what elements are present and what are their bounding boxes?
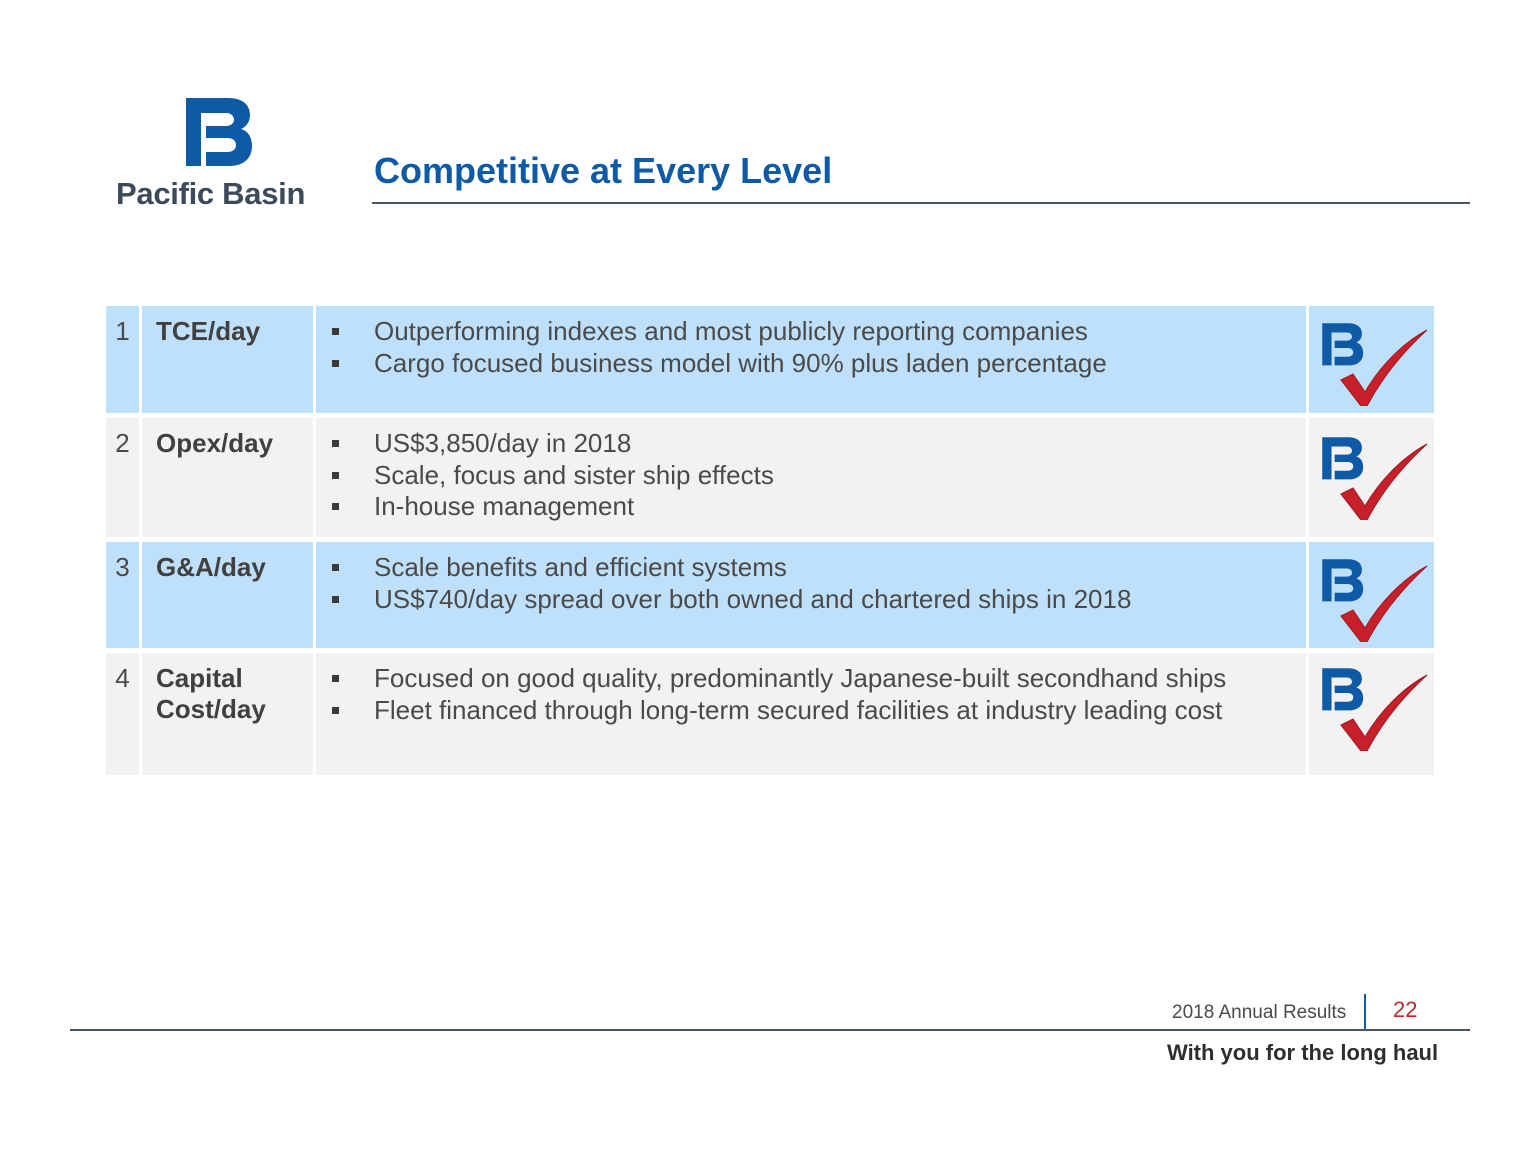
page-title: Competitive at Every Level <box>374 150 833 191</box>
brand-name: Pacific Basin <box>116 176 306 211</box>
bullet-item <box>330 348 1306 380</box>
bullet-item <box>330 552 1306 584</box>
row-bullets <box>316 418 1309 537</box>
metric-line: G&A/day <box>156 552 266 582</box>
pacific-basin-logo <box>112 96 326 216</box>
bullet-item <box>330 663 1306 695</box>
page-number: 22 <box>1393 997 1418 1022</box>
row-check-cell <box>1309 653 1434 775</box>
pb-logo-icon <box>184 96 254 168</box>
bullet-text: US$740/day spread over both owned and chartered ships in 2018 <box>374 583 1132 614</box>
bullet-item <box>330 316 1306 348</box>
row-metric <box>142 653 316 775</box>
metric-line: Opex/day <box>156 428 274 458</box>
bullet-item <box>330 428 1306 460</box>
bullet-text: US$3,850/day in 2018 <box>374 428 632 458</box>
pb-check-icon <box>1319 434 1429 520</box>
table-row <box>106 306 1434 418</box>
footer-label: 2018 Annual Results <box>1172 1002 1347 1023</box>
competitive-table <box>106 306 1434 775</box>
bullet-square-icon <box>330 663 374 694</box>
title-divider <box>372 202 1470 204</box>
row-metric <box>142 542 316 648</box>
bullet-square-icon <box>330 348 374 379</box>
table-row <box>106 653 1434 775</box>
bullet-item <box>330 695 1306 727</box>
bullet-item <box>330 460 1306 492</box>
bullet-square-icon <box>330 316 374 347</box>
row-number: 3 <box>106 542 142 648</box>
bullet-square-icon <box>330 460 374 491</box>
row-bullets <box>316 306 1309 413</box>
row-bullets <box>316 653 1309 775</box>
footer-rule <box>70 1029 1470 1031</box>
bullet-item <box>330 584 1306 616</box>
row-metric <box>142 306 316 413</box>
bullet-square-icon <box>330 428 374 459</box>
row-metric <box>142 418 316 537</box>
bullet-square-icon <box>330 695 374 726</box>
bullet-item <box>330 491 1306 523</box>
bullet-square-icon <box>330 584 374 615</box>
row-bullets <box>316 542 1309 648</box>
pb-check-icon <box>1319 320 1429 406</box>
bullet-text: Scale, focus and sister ship effects <box>374 459 774 490</box>
tagline: With you for the long haul <box>1167 1040 1439 1065</box>
pb-check-icon <box>1319 556 1429 642</box>
pb-check-icon <box>1319 665 1429 751</box>
bullet-square-icon <box>330 491 374 522</box>
bullet-text: In-house management <box>374 491 635 521</box>
row-check-cell <box>1309 306 1434 413</box>
bullet-text: Outperforming indexes and most publicly reporting companies <box>374 316 1088 346</box>
row-check-cell <box>1309 542 1434 648</box>
row-number: 2 <box>106 418 142 537</box>
bullet-text: Cargo focused business model with 90% plus laden percentage <box>374 347 1107 378</box>
row-number: 1 <box>106 306 142 413</box>
bullet-text: Focused on good quality, predominantly Japanese-built secondhand ships <box>374 663 1227 693</box>
bullet-text: Scale benefits and efficient systems <box>374 552 787 582</box>
bullet-text: Fleet financed through long-term secured facilities at industry leading cost <box>374 694 1223 725</box>
table-row <box>106 418 1434 542</box>
table-row <box>106 542 1434 653</box>
row-number: 4 <box>106 653 142 775</box>
metric-line: Capital <box>156 663 243 693</box>
metric-line: TCE/day <box>156 316 261 346</box>
row-check-cell <box>1309 418 1434 537</box>
bullet-square-icon <box>330 552 374 583</box>
footer-divider <box>1364 994 1366 1030</box>
metric-line: Cost/day <box>156 694 266 724</box>
